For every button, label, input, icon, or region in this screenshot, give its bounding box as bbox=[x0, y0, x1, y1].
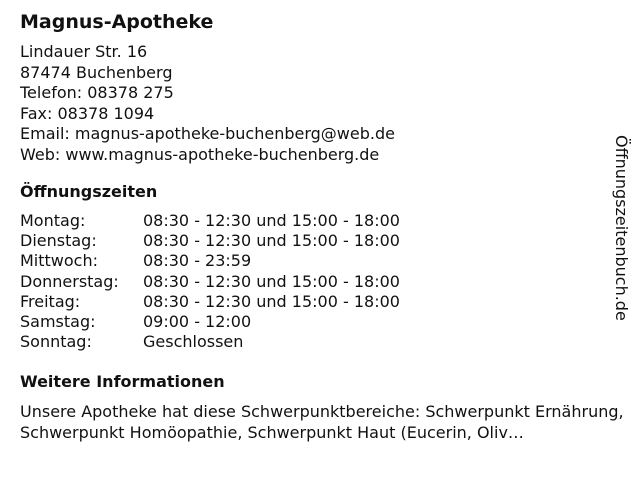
hours-time: 08:30 - 12:30 und 15:00 - 18:00 bbox=[143, 291, 400, 311]
hours-row bbox=[20, 332, 400, 352]
street-line: Lindauer Str. 16 bbox=[20, 42, 148, 61]
hours-time: 08:30 - 23:59 bbox=[143, 251, 252, 271]
hours-row bbox=[20, 251, 400, 271]
hours-time: 08:30 - 12:30 und 15:00 - 18:00 bbox=[143, 271, 400, 291]
hours-day: Donnerstag: bbox=[20, 271, 119, 291]
address-block bbox=[20, 42, 620, 165]
hours-time: 08:30 - 12:30 und 15:00 - 18:00 bbox=[143, 211, 400, 230]
web-line: Web: www.magnus-apotheke-buchenberg.de bbox=[20, 144, 380, 164]
hours-day: Samstag: bbox=[20, 312, 96, 332]
hours-day: Mittwoch: bbox=[20, 251, 98, 271]
hours-row bbox=[20, 272, 400, 292]
hours-day: Sonntag: bbox=[20, 332, 92, 352]
hours-row bbox=[20, 211, 400, 231]
hours-time: 08:30 - 12:30 und 15:00 - 18:00 bbox=[143, 231, 400, 251]
brand-watermark: Öffnungszeitenbuch.de bbox=[612, 135, 631, 321]
city-line: 87474 Buchenberg bbox=[20, 62, 173, 82]
opening-hours-heading: Öffnungszeiten bbox=[20, 182, 158, 201]
email-line: Email: magnus-apotheke-buchenberg@web.de bbox=[20, 124, 395, 143]
pharmacy-name: Magnus-Apotheke bbox=[20, 11, 214, 33]
hours-day: Freitag: bbox=[20, 291, 81, 311]
hours-time: 09:00 - 12:00 bbox=[143, 312, 252, 332]
hours-day: Montag: bbox=[20, 211, 86, 230]
hours-day: Dienstag: bbox=[20, 231, 97, 251]
fax-line: Fax: 08378 1094 bbox=[20, 103, 155, 123]
more-info-heading: Weitere Informationen bbox=[20, 372, 225, 392]
hours-row bbox=[20, 292, 400, 312]
hours-row bbox=[20, 231, 400, 251]
opening-hours-table bbox=[20, 211, 400, 352]
hours-time: Geschlossen bbox=[143, 332, 244, 352]
more-info-text: Unsere Apotheke hat diese Schwerpunktbereiche: Schwerpunkt Ernährung, Schwerpunkt Homöopathie, Schwerpunkt Haut (Eucerin, Oliv… bbox=[20, 402, 624, 443]
hours-row bbox=[20, 312, 400, 332]
phone-line: Telefon: 08378 275 bbox=[20, 83, 174, 102]
